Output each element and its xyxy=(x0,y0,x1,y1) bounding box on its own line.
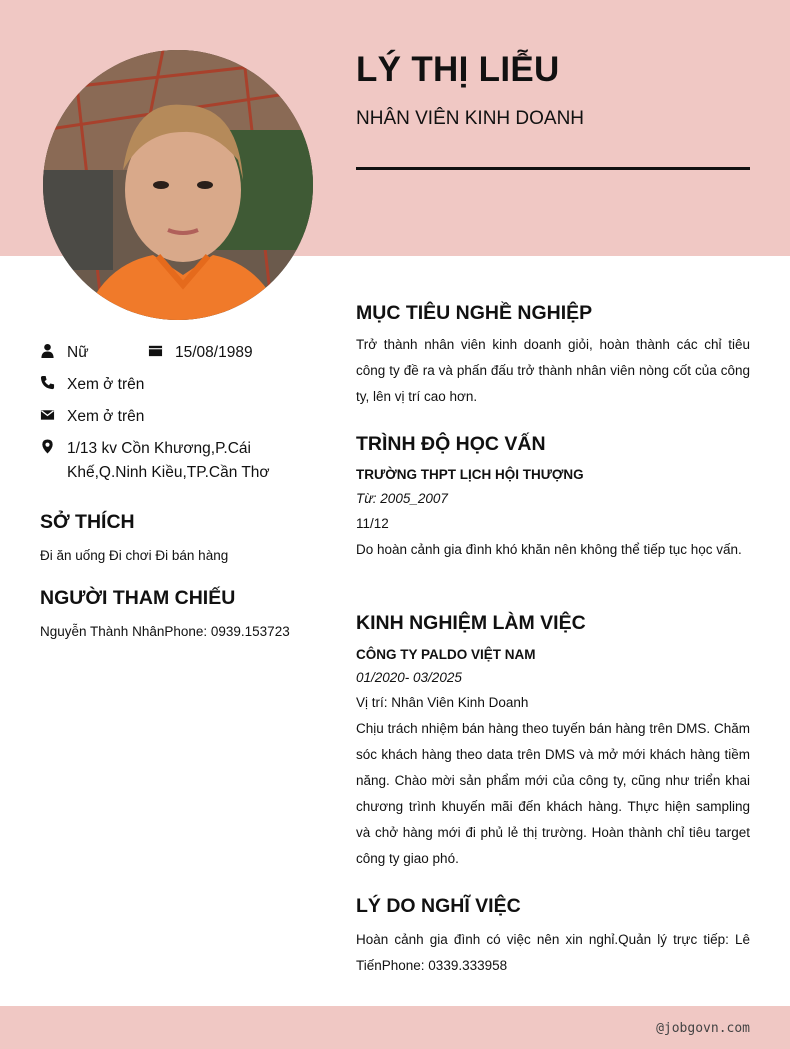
address-line-2: Khế,Q.Ninh Kiều,TP.Cần Thơ xyxy=(67,464,270,481)
education-note: Do hoàn cảnh gia đình khó khăn nên không thể tiếp tục học vấn. xyxy=(356,542,742,557)
phone-row xyxy=(40,373,144,397)
mail-icon xyxy=(40,405,55,423)
objective-heading: MỤC TIÊU NGHỀ NGHIỆP xyxy=(356,302,593,324)
footer-brand: @jobgovn.com xyxy=(656,1021,750,1036)
address-value xyxy=(67,437,270,485)
education-grade: 11/12 xyxy=(356,516,389,531)
calendar-icon xyxy=(148,341,163,359)
education-school: TRƯỜNG THPT LỊCH HỘI THƯỢNG xyxy=(356,467,584,482)
experience-heading: KINH NGHIỆM LÀM VIỆC xyxy=(356,612,586,634)
location-pin-icon xyxy=(40,437,55,455)
title-divider xyxy=(356,167,750,170)
experience-position: Vị trí: Nhân Viên Kinh Doanh xyxy=(356,695,529,710)
reason-text: Hoàn cảnh gia đình có việc nên xin nghỉ.Quản lý trực tiếp: Lê TiếnPhone: 0339.333958 xyxy=(356,932,750,973)
phone-value: Xem ở trên xyxy=(67,376,145,393)
gender-row xyxy=(40,341,89,365)
education-heading: TRÌNH ĐỘ HỌC VẤN xyxy=(356,433,546,455)
references-text: Nguyễn Thành NhânPhone: 0939.153723 xyxy=(40,624,290,639)
experience-period: 01/2020- 03/2025 xyxy=(356,670,462,685)
email-row xyxy=(40,405,144,429)
person-icon xyxy=(40,341,55,359)
birthday-row xyxy=(148,341,253,365)
reason-heading: LÝ DO NGHĨ VIỆC xyxy=(356,895,521,917)
experience-description: Chịu trách nhiệm bán hàng theo tuyến bán hàng trên DMS. Chăm sóc khách hàng theo data trên DMS và mở mới khách hàng tiềm năng. Chào mời sản phẩm mới của công ty, cũng như triển khai chương trình khuyến mãi đến khách hàng. Thực hiện sampling và chở hàng mới đi phủ lẻ thị trường. Hoàn thành chỉ tiêu target công ty giao phó. xyxy=(356,721,750,866)
education-period: Từ: 2005_2007 xyxy=(356,491,448,506)
birthday-value: 15/08/1989 xyxy=(175,344,253,361)
address-row xyxy=(40,437,270,485)
job-title: NHÂN VIÊN KINH DOANH xyxy=(356,108,585,129)
hobbies-text: Đi ăn uống Đi chơi Đi bán hàng xyxy=(40,548,229,563)
profile-photo xyxy=(43,50,313,320)
address-line-1: 1/13 kv Cồn Khương,P.Cái xyxy=(67,440,251,457)
phone-icon xyxy=(40,373,55,391)
email-value: Xem ở trên xyxy=(67,408,145,425)
candidate-name: LÝ THỊ LIỄU xyxy=(356,50,560,89)
hobbies-heading: SỞ THÍCH xyxy=(40,511,135,533)
gender-value: Nữ xyxy=(67,344,89,361)
references-heading: NGƯỜI THAM CHIẾU xyxy=(40,587,236,609)
objective-text: Trở thành nhân viên kinh doanh giỏi, hoàn thành các chỉ tiêu công ty đề ra và phấn đấu trở thành nhân viên nòng cốt của công ty, lên vị trí cao hơn. xyxy=(356,337,750,404)
experience-company: CÔNG TY PALDO VIỆT NAM xyxy=(356,647,536,662)
